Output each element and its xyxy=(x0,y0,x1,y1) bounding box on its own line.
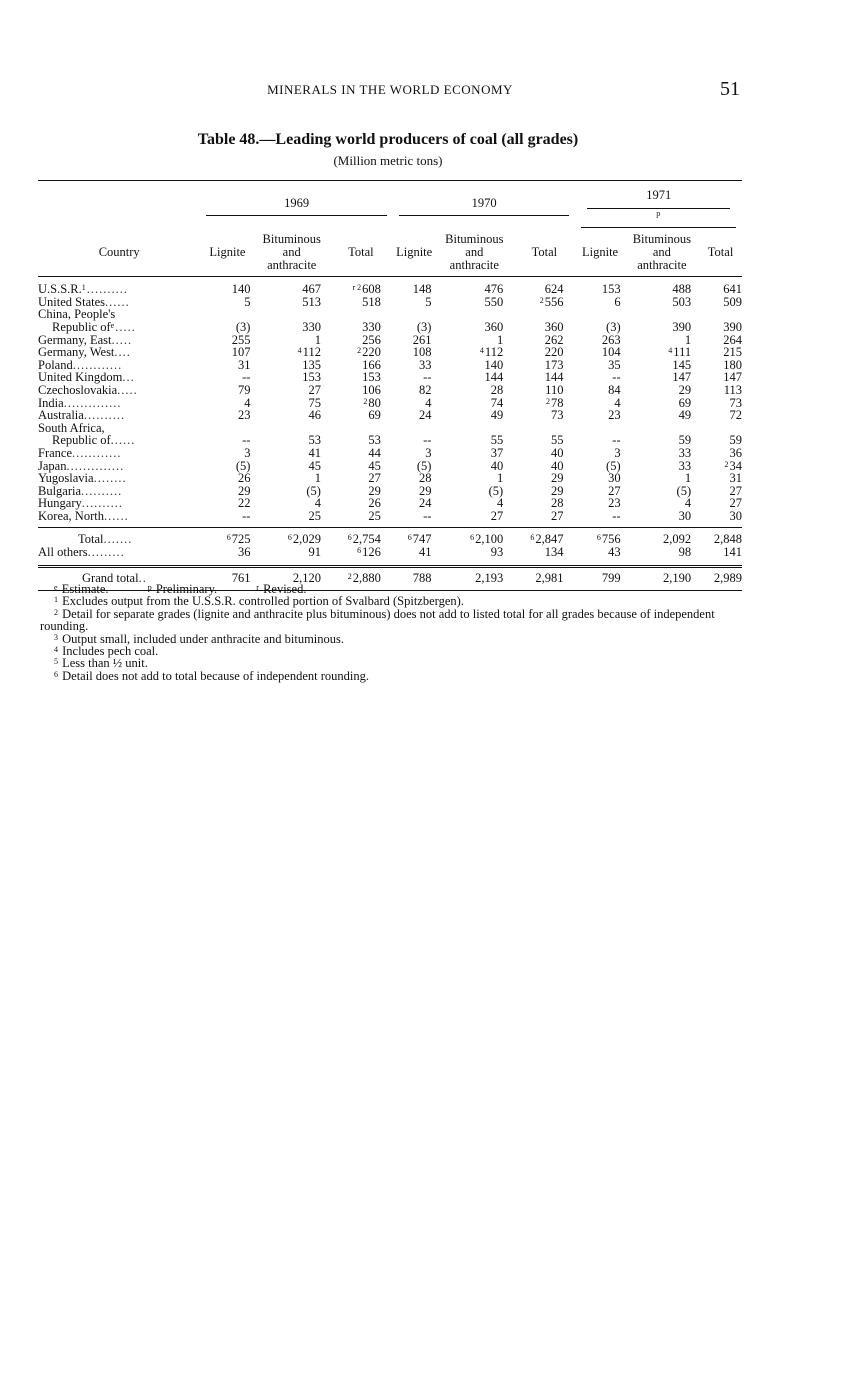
table-row xyxy=(38,346,742,359)
value-cell: 59 xyxy=(678,433,692,448)
value-cell: 4 xyxy=(496,496,504,511)
table-row xyxy=(38,510,742,528)
value-cell: (3) xyxy=(606,319,621,334)
value-cell: 73 xyxy=(729,395,742,410)
running-title: MINERALS IN THE WORLD ECONOMY xyxy=(267,82,513,97)
value-cell: 27 xyxy=(490,508,504,523)
value-cell: (5) xyxy=(606,458,621,473)
total-rows xyxy=(38,528,742,566)
value-cell: 106 xyxy=(362,382,381,397)
page-number: 51 xyxy=(720,78,740,100)
value-cell: 3 xyxy=(425,445,432,460)
table-row xyxy=(38,546,742,566)
country-cell: China, People's xyxy=(38,307,116,322)
value-cell: 33 xyxy=(678,445,692,460)
value-cell: 41 xyxy=(308,445,321,460)
value-cell: 29 xyxy=(678,382,692,397)
value-cell: 43 xyxy=(608,545,621,560)
value-cell: 69 xyxy=(678,395,692,410)
table-row xyxy=(38,321,742,334)
value-cell: 153 xyxy=(362,370,381,385)
col-lignite: Lignite xyxy=(209,244,246,259)
value-cell: 33 xyxy=(678,458,692,473)
value-cell: 1 xyxy=(684,471,692,486)
header-spacer xyxy=(38,181,200,229)
coal-producers-table xyxy=(38,180,742,591)
country-cell: United Kingdom... xyxy=(38,370,135,385)
value-cell: -- xyxy=(423,370,432,385)
value-cell: 147 xyxy=(723,370,742,385)
value-cell: 27 xyxy=(729,483,742,498)
footnote-estimate: $^e$ Estimate. xyxy=(54,582,109,596)
value-cell: 91 xyxy=(308,545,321,560)
value-cell: 467 xyxy=(302,282,321,297)
table-row xyxy=(38,485,742,498)
value-cell: 476 xyxy=(484,282,504,297)
value-cell: 390 xyxy=(723,319,742,334)
value-cell: 788 xyxy=(412,570,432,585)
value-cell: $^4$112 xyxy=(479,345,504,360)
value-cell: $^2$80 xyxy=(363,395,381,410)
value-cell: 84 xyxy=(608,382,621,397)
value-cell: 72 xyxy=(729,408,742,423)
value-cell: $^2$78 xyxy=(545,395,564,410)
value-cell xyxy=(329,422,393,435)
value-cell: 153 xyxy=(302,370,321,385)
value-cell: 41 xyxy=(418,545,432,560)
value-cell: 22 xyxy=(237,496,251,511)
col-lignite: Lignite xyxy=(396,244,433,259)
country-cell: All others......... xyxy=(38,545,125,560)
value-cell: 108 xyxy=(412,345,432,360)
value-cell: 2,193 xyxy=(475,570,504,585)
value-cell: 2,981 xyxy=(535,570,564,585)
value-cell: 153 xyxy=(601,282,621,297)
table-row xyxy=(38,434,742,447)
country-cell: Hungary.......... xyxy=(38,496,123,511)
value-cell: 1 xyxy=(684,332,692,347)
value-cell: 360 xyxy=(484,319,504,334)
value-cell: $^2$34 xyxy=(724,458,742,473)
value-cell: 28 xyxy=(418,471,432,486)
value-cell: 27 xyxy=(550,508,564,523)
value-cell: 5 xyxy=(425,294,432,309)
table-row xyxy=(38,296,742,309)
country-cell: Republic of...... xyxy=(52,433,136,448)
value-cell: 113 xyxy=(723,382,742,397)
value-cell: 1 xyxy=(314,471,321,486)
value-cell: 53 xyxy=(368,433,381,448)
col-total: Total xyxy=(531,244,558,259)
value-cell: 518 xyxy=(362,294,381,309)
value-cell: (3) xyxy=(416,319,432,334)
value-cell: 215 xyxy=(723,345,742,360)
year-header-1969: 1969 xyxy=(200,181,392,229)
col-bituminous: Bituminous and anthracite xyxy=(632,231,692,272)
value-cell: 45 xyxy=(308,458,321,473)
country-cell: Republic $of^e$..... xyxy=(52,319,136,334)
value-cell: 29 xyxy=(550,483,564,498)
value-cell: 148 xyxy=(412,282,432,297)
value-cell: 624 xyxy=(544,282,564,297)
table-row xyxy=(38,460,742,473)
country-cell: France............ xyxy=(38,445,122,460)
year-header-1970: 1970 xyxy=(393,181,576,229)
country-cell: Korea, North...... xyxy=(38,508,129,523)
col-lignite: Lignite xyxy=(581,244,619,259)
value-cell: 29 xyxy=(237,483,251,498)
table-row xyxy=(38,397,742,410)
value-cell: 93 xyxy=(490,545,504,560)
value-cell: -- xyxy=(612,433,621,448)
value-cell: 74 xyxy=(490,395,504,410)
value-cell: 262 xyxy=(544,332,564,347)
value-cell: 28 xyxy=(490,382,504,397)
value-cell: 5 xyxy=(244,294,251,309)
footnote-6: $^6$ Detail does not add to total because of independent rounding. xyxy=(54,668,369,683)
value-cell: $^6$747 xyxy=(407,532,432,547)
value-cell: 107 xyxy=(231,345,251,360)
col-bituminous: Bituminous and anthracite xyxy=(262,231,321,272)
value-cell: -- xyxy=(612,508,621,523)
value-cell: 23 xyxy=(608,408,621,423)
value-cell: 30 xyxy=(608,471,621,486)
value-cell: 4 xyxy=(425,395,432,410)
value-cell: 30 xyxy=(729,508,742,523)
value-cell: 144 xyxy=(484,370,504,385)
table-row xyxy=(38,308,742,321)
value-cell: 29 xyxy=(418,483,432,498)
value-cell xyxy=(329,308,393,321)
value-cell: 25 xyxy=(308,508,321,523)
value-cell: 26 xyxy=(368,496,381,511)
running-head xyxy=(0,80,858,100)
footnote-2: $^2$ Detail for separate grades (lignite and anthracite plus bituminous) does not add to listed total for all grades because of independent rounding. xyxy=(40,606,715,634)
value-cell: 25 xyxy=(368,508,381,523)
value-cell: $^2$2,880 xyxy=(347,570,381,585)
value-cell: 2,092 xyxy=(662,532,692,547)
table-row xyxy=(38,447,742,460)
col-bituminous: Bituminous and anthracite xyxy=(445,231,504,272)
value-cell: 140 xyxy=(484,357,504,372)
value-cell: (5) xyxy=(235,458,251,473)
value-cell: 40 xyxy=(550,458,564,473)
year-header-1971: 1971 $^p$ xyxy=(575,181,742,229)
value-cell: 75 xyxy=(308,395,321,410)
footnote-revised: $^r$ Revised. xyxy=(256,582,307,596)
value-cell: $^6$2,029 xyxy=(287,532,321,547)
value-cell: 513 xyxy=(302,294,321,309)
table-row xyxy=(38,277,742,296)
table-row xyxy=(38,371,742,384)
value-cell: 2,848 xyxy=(713,532,742,547)
value-cell: 761 xyxy=(231,570,251,585)
footnote-preliminary: $^p$ Preliminary. xyxy=(147,582,218,596)
value-cell: (5) xyxy=(676,483,692,498)
value-cell: 330 xyxy=(362,319,381,334)
value-cell: 1 xyxy=(496,471,504,486)
value-cell: 4 xyxy=(684,496,692,511)
table-row xyxy=(38,422,742,435)
value-cell: 799 xyxy=(601,570,621,585)
value-cell: 641 xyxy=(723,282,742,297)
table-subtitle: (Million metric tons) xyxy=(333,153,443,168)
value-cell: $^6$756 xyxy=(596,532,621,547)
value-cell: 220 xyxy=(544,345,564,360)
value-cell: $^6$126 xyxy=(357,545,381,560)
value-cell: 53 xyxy=(308,433,321,448)
footnote-3: $^3$ Output small, included under anthracite and bituminous. xyxy=(54,631,345,646)
value-cell: -- xyxy=(423,433,432,448)
value-cell: 360 xyxy=(544,319,564,334)
value-cell: 173 xyxy=(544,357,564,372)
table-row xyxy=(38,409,742,422)
value-cell: 256 xyxy=(362,332,381,347)
value-cell: 35 xyxy=(608,357,621,372)
col-total: Total xyxy=(707,244,734,259)
preliminary-mark: p xyxy=(656,208,661,218)
value-cell: 330 xyxy=(302,319,321,334)
value-cell: 55 xyxy=(490,433,504,448)
value-cell: 4 xyxy=(244,395,251,410)
country-cell: Japan.............. xyxy=(38,458,125,473)
value-cell: 3 xyxy=(244,445,251,460)
value-cell: -- xyxy=(242,508,251,523)
value-cell: 82 xyxy=(418,382,432,397)
col-total: Total xyxy=(348,244,374,259)
country-rows xyxy=(38,277,742,528)
value-cell: $^{r 2}$608 xyxy=(352,282,381,297)
table-row xyxy=(38,472,742,485)
value-cell: 255 xyxy=(231,332,251,347)
value-cell: $^2$220 xyxy=(357,345,381,360)
value-cell: 46 xyxy=(308,408,321,423)
value-cell: 24 xyxy=(418,496,432,511)
country-cell: Yugoslavia........ xyxy=(38,471,127,486)
value-cell: 27 xyxy=(368,471,381,486)
value-cell: 4 xyxy=(614,395,621,410)
value-cell: $^6$2,100 xyxy=(470,532,504,547)
value-cell: 33 xyxy=(418,357,432,372)
country-cell: India.............. xyxy=(38,395,122,410)
value-cell: 36 xyxy=(729,445,742,460)
value-cell: 6 xyxy=(614,294,621,309)
value-cell: 49 xyxy=(490,408,504,423)
country-cell: South Africa, xyxy=(38,420,105,435)
value-cell: $^4$111 xyxy=(668,345,692,360)
value-cell: 27 xyxy=(729,496,742,511)
country-cell: Grand total.. xyxy=(82,570,147,585)
value-cell: 145 xyxy=(672,357,692,372)
value-cell xyxy=(513,422,575,435)
table-row xyxy=(38,359,742,372)
value-cell: 37 xyxy=(490,445,504,460)
value-cell: 1 xyxy=(496,332,504,347)
value-cell: 29 xyxy=(550,471,564,486)
value-cell: 3 xyxy=(614,445,621,460)
value-cell: 40 xyxy=(490,458,504,473)
value-cell: 180 xyxy=(723,357,742,372)
value-cell: 2,120 xyxy=(292,570,321,585)
value-cell: 27 xyxy=(608,483,621,498)
country-cell: Germany, East..... xyxy=(38,332,133,347)
value-cell: (5) xyxy=(306,483,321,498)
value-cell: 4 xyxy=(314,496,321,511)
value-cell: 503 xyxy=(672,294,692,309)
table-title: Table 48.—Leading world producers of coal (all grades) xyxy=(197,131,579,148)
value-cell: 69 xyxy=(368,408,381,423)
country-cell: United States...... xyxy=(38,294,130,309)
country-cell: Bulgaria.......... xyxy=(38,483,123,498)
value-cell: (5) xyxy=(416,458,432,473)
col-country: Country xyxy=(98,244,140,259)
value-cell: 30 xyxy=(678,508,692,523)
value-cell: 147 xyxy=(672,370,692,385)
data-table xyxy=(38,180,742,591)
country-cell: Total....... xyxy=(78,532,133,547)
value-cell: 2,989 xyxy=(713,570,742,585)
value-cell: 23 xyxy=(237,408,251,423)
value-cell: 141 xyxy=(723,545,742,560)
country-cell: Poland............ xyxy=(38,357,123,372)
value-cell: 28 xyxy=(550,496,564,511)
value-cell: 509 xyxy=(723,294,742,309)
value-cell: -- xyxy=(242,433,251,448)
value-cell: 144 xyxy=(544,370,564,385)
value-cell: 264 xyxy=(723,332,742,347)
value-cell: 390 xyxy=(672,319,692,334)
value-cell: 79 xyxy=(237,382,251,397)
value-cell: 488 xyxy=(672,282,692,297)
value-cell: $^6$2,754 xyxy=(347,532,381,547)
value-cell: 23 xyxy=(608,496,621,511)
value-cell: 59 xyxy=(729,433,742,448)
country-cell: Australia.......... xyxy=(38,408,126,423)
value-cell: 24 xyxy=(418,408,432,423)
value-cell: 1 xyxy=(314,332,321,347)
value-cell: 27 xyxy=(308,382,321,397)
value-cell: 55 xyxy=(550,433,564,448)
value-cell: -- xyxy=(612,370,621,385)
table-row xyxy=(38,528,742,546)
value-cell: 44 xyxy=(368,445,381,460)
footnotes xyxy=(40,583,746,682)
country-cell: Germany, West.... xyxy=(38,345,131,360)
table-row xyxy=(38,497,742,510)
value-cell: 263 xyxy=(601,332,621,347)
value-cell: 166 xyxy=(362,357,381,372)
value-cell: 261 xyxy=(412,332,432,347)
value-cell: 26 xyxy=(237,471,251,486)
table-row xyxy=(38,334,742,347)
footnote-1: $^1$ Excludes output from the U.S.S.R. controlled portion of Svalbard (Spitzbergen). xyxy=(54,594,464,609)
value-cell: 31 xyxy=(237,357,251,372)
value-cell: -- xyxy=(242,370,251,385)
value-cell: (5) xyxy=(488,483,504,498)
table-row xyxy=(38,384,742,397)
value-cell: $^6$725 xyxy=(226,532,251,547)
value-cell: $^2$556 xyxy=(539,294,564,309)
column-header-row xyxy=(38,228,742,277)
value-cell: $^4$112 xyxy=(297,345,321,360)
value-cell: $^6$2,847 xyxy=(530,532,564,547)
value-cell: 140 xyxy=(231,282,251,297)
value-cell: -- xyxy=(423,508,432,523)
value-cell: 110 xyxy=(545,382,564,397)
value-cell: 104 xyxy=(601,345,621,360)
value-cell: 73 xyxy=(550,408,564,423)
country-cell: Czechoslovakia..... xyxy=(38,382,138,397)
value-cell: 98 xyxy=(678,545,692,560)
value-cell: 29 xyxy=(368,483,381,498)
footnote-4: $^4$ Includes pech coal. xyxy=(54,644,159,659)
value-cell: 31 xyxy=(729,471,742,486)
value-cell: 2,190 xyxy=(662,570,692,585)
value-cell: 49 xyxy=(678,408,692,423)
value-cell: 36 xyxy=(237,545,251,560)
value-cell: 135 xyxy=(302,357,321,372)
value-cell: 40 xyxy=(550,445,564,460)
country-cell: U.S.S.R.$^1$.......... xyxy=(38,282,129,297)
value-cell: 134 xyxy=(544,545,564,560)
footnote-5: $^5$ Less than ½ unit. xyxy=(54,656,148,671)
value-cell: (3) xyxy=(235,319,251,334)
value-cell: 45 xyxy=(368,458,381,473)
value-cell: 550 xyxy=(484,294,504,309)
year-header-row xyxy=(38,181,742,229)
